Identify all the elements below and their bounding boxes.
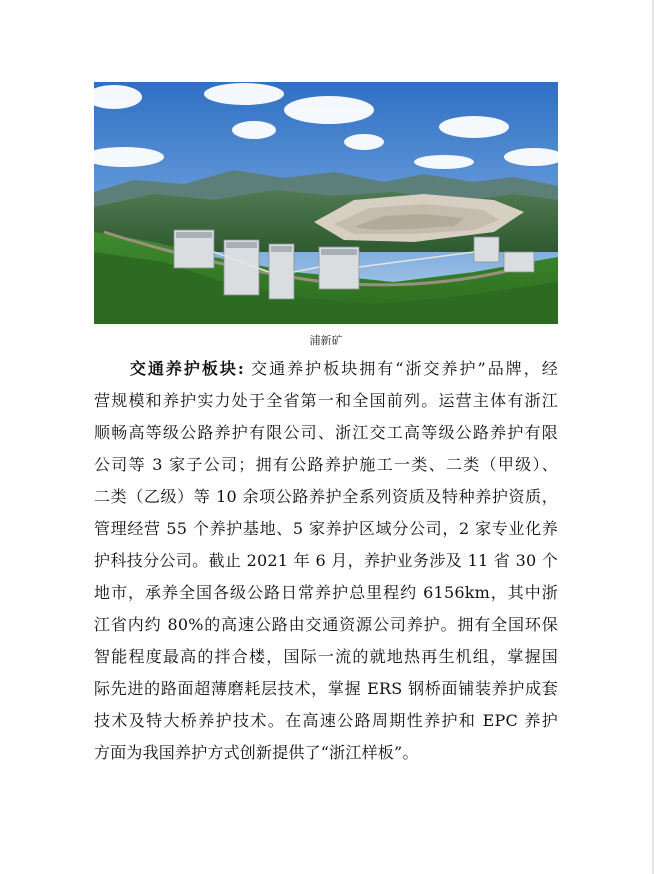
paragraph-line: 技术及特大桥养护技术。在高速公路周期性养护和 EPC 养护 bbox=[94, 711, 558, 730]
section-heading: 交通养护板块: bbox=[128, 359, 245, 378]
paragraph-line: 二类（乙级）等 10 余项公路养护全系列资质及特种养护资质， bbox=[94, 487, 558, 506]
quarry-photo bbox=[94, 82, 558, 324]
paragraph-line: 地市，承养全国各级公路日常养护总里程约 6156km，其中浙 bbox=[94, 583, 558, 602]
paragraph-line: 际先进的路面超薄磨耗层技术，掌握 ERS 钢桥面铺装养护成套 bbox=[94, 679, 558, 698]
photo-caption: 浦新矿 bbox=[309, 334, 343, 347]
paragraph-line: 江省内约 80%的高速公路由交通资源公司养护。拥有全国环保 bbox=[94, 615, 558, 634]
paragraph-line: 管理经营 55 个养护基地、5 家养护区域分公司，2 家专业化养 bbox=[94, 519, 558, 538]
paragraph-line: 公司等 3 家子公司；拥有公路养护施工一类、二类（甲级）、 bbox=[94, 455, 558, 474]
paragraph bbox=[94, 353, 558, 769]
paragraph-line: 智能程度最高的拌合楼，国际一流的就地热再生机组，掌握国 bbox=[94, 647, 558, 666]
paragraph-line: 顺畅高等级公路养护有限公司、浙江交工高等级公路养护有限 bbox=[94, 423, 558, 442]
paragraph-line: 营规模和养护实力处于全省第一和全国前列。运营主体有浙江 bbox=[94, 391, 558, 410]
paragraph-line: 交通养护板块: 交通养护板块拥有“浙交养护”品牌，经 bbox=[128, 359, 558, 378]
paragraph-line: 护科技分公司。截止 2021 年 6 月，养护业务涉及 11 省 30 个 bbox=[94, 551, 558, 570]
paragraph-line: 方面为我国养护方式创新提供了“浙江样板”。 bbox=[94, 743, 419, 762]
